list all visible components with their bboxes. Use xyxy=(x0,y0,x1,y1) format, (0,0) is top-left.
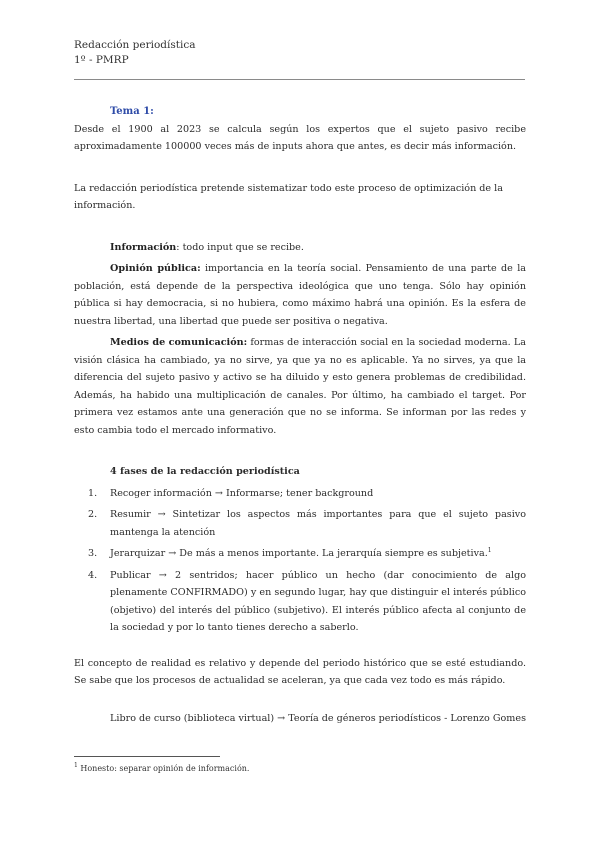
document-body xyxy=(74,103,526,727)
definition-term: Opinión pública: xyxy=(110,263,201,274)
definition-opinion-publica xyxy=(74,260,526,330)
footnote-number: 1 xyxy=(74,762,78,769)
intro-paragraph: Desde el 1900 al 2023 se calcula según los expertos que el sujeto pasivo recibe aproximadamente 100000 veces más de inputs ahora que antes, es decir más información. xyxy=(74,123,526,152)
definition-term: Información xyxy=(110,241,177,253)
section-heading: Tema 1: xyxy=(110,106,154,117)
header-subtitle: 1º - PMRP xyxy=(74,54,129,66)
aim-paragraph: La redacción periodística pretende sistematizar todo este proceso de optimización de la información. xyxy=(74,182,503,211)
page-header xyxy=(74,38,195,68)
list-item xyxy=(74,506,526,541)
list-item-number: 4. xyxy=(88,569,98,581)
footnote-reference[interactable]: 1 xyxy=(487,547,492,554)
definition-text: formas de interacción social en la sociedad moderna. La visión clásica ha cambiado, ya no sirve, ya que ya no es aplicable. Ya no sirves, ya que la diferencia del sujeto pasivo y activo se ha diluido y esto genera problemas de credibilidad. Además, ha habido una multiplicación de canales. Por último, ha cambiado el target. Por primera vez estamos ante una generación que no se informa. Se informan por las redes y esto cambia todo el mercado informativo. xyxy=(74,337,526,436)
footnote xyxy=(74,763,249,775)
definition-medios xyxy=(74,334,526,439)
list-item xyxy=(74,545,526,563)
phases-heading: 4 fases de la redacción periodística xyxy=(110,466,300,477)
list-item-text: Resumir → Sintetizar los aspectos más importantes para que el sujeto pasivo mantenga la atención xyxy=(110,509,526,538)
list-item-number: 2. xyxy=(88,509,98,520)
list-item-text: Recoger información → Informarse; tener background xyxy=(110,487,374,499)
list-item-number: 3. xyxy=(88,548,98,559)
footnote-divider xyxy=(74,756,220,757)
definition-informacion xyxy=(74,239,526,257)
phases-list xyxy=(74,485,526,637)
header-title: Redacción periodística xyxy=(74,39,196,51)
definition-text: : todo input que se recibe. xyxy=(176,241,304,253)
list-item xyxy=(74,567,526,637)
header-divider xyxy=(74,79,525,80)
footnote-text: Honesto: separar opinión de información. xyxy=(77,764,250,773)
list-item xyxy=(74,485,526,503)
list-item-text: Jerarquizar → De más a menos importante. La jerarquía siempre es subjetiva. xyxy=(110,548,488,559)
list-item-text: Publicar → 2 sentridos; hacer público un hecho (dar conocimiento de algo plenamente CONFIRMADO) y en segundo lugar, hay que distinguir el interés público (objetivo) del interés del público (subjetivo). El interés público afecta al conjunto de la sociedad y por lo tanto tienes derecho a saberlo. xyxy=(110,569,526,633)
definition-term: Medios de comunicación: xyxy=(110,337,248,348)
definition-text: importancia en la teoría social. Pensamiento de una parte de la población, está depende de la perspectiva ideológica que uno tenga. Sólo hay opinión pública si hay democracia, si no hubiera, como máximo habrá una opinión. Es la esfera de nuestra libertad, una libertad que puede ser positiva o negativa. xyxy=(74,263,526,327)
source-reference: Libro de curso (biblioteca virtual) → Teoría de géneros periodísticos - Lorenzo Gomes xyxy=(110,712,526,724)
list-item-number: 1. xyxy=(88,487,98,499)
closing-paragraph: El concepto de realidad es relativo y depende del periodo histórico que se esté estudiando. Se sabe que los procesos de actualidad se aceleran, ya que cada vez todo es más rápido. xyxy=(74,657,526,686)
